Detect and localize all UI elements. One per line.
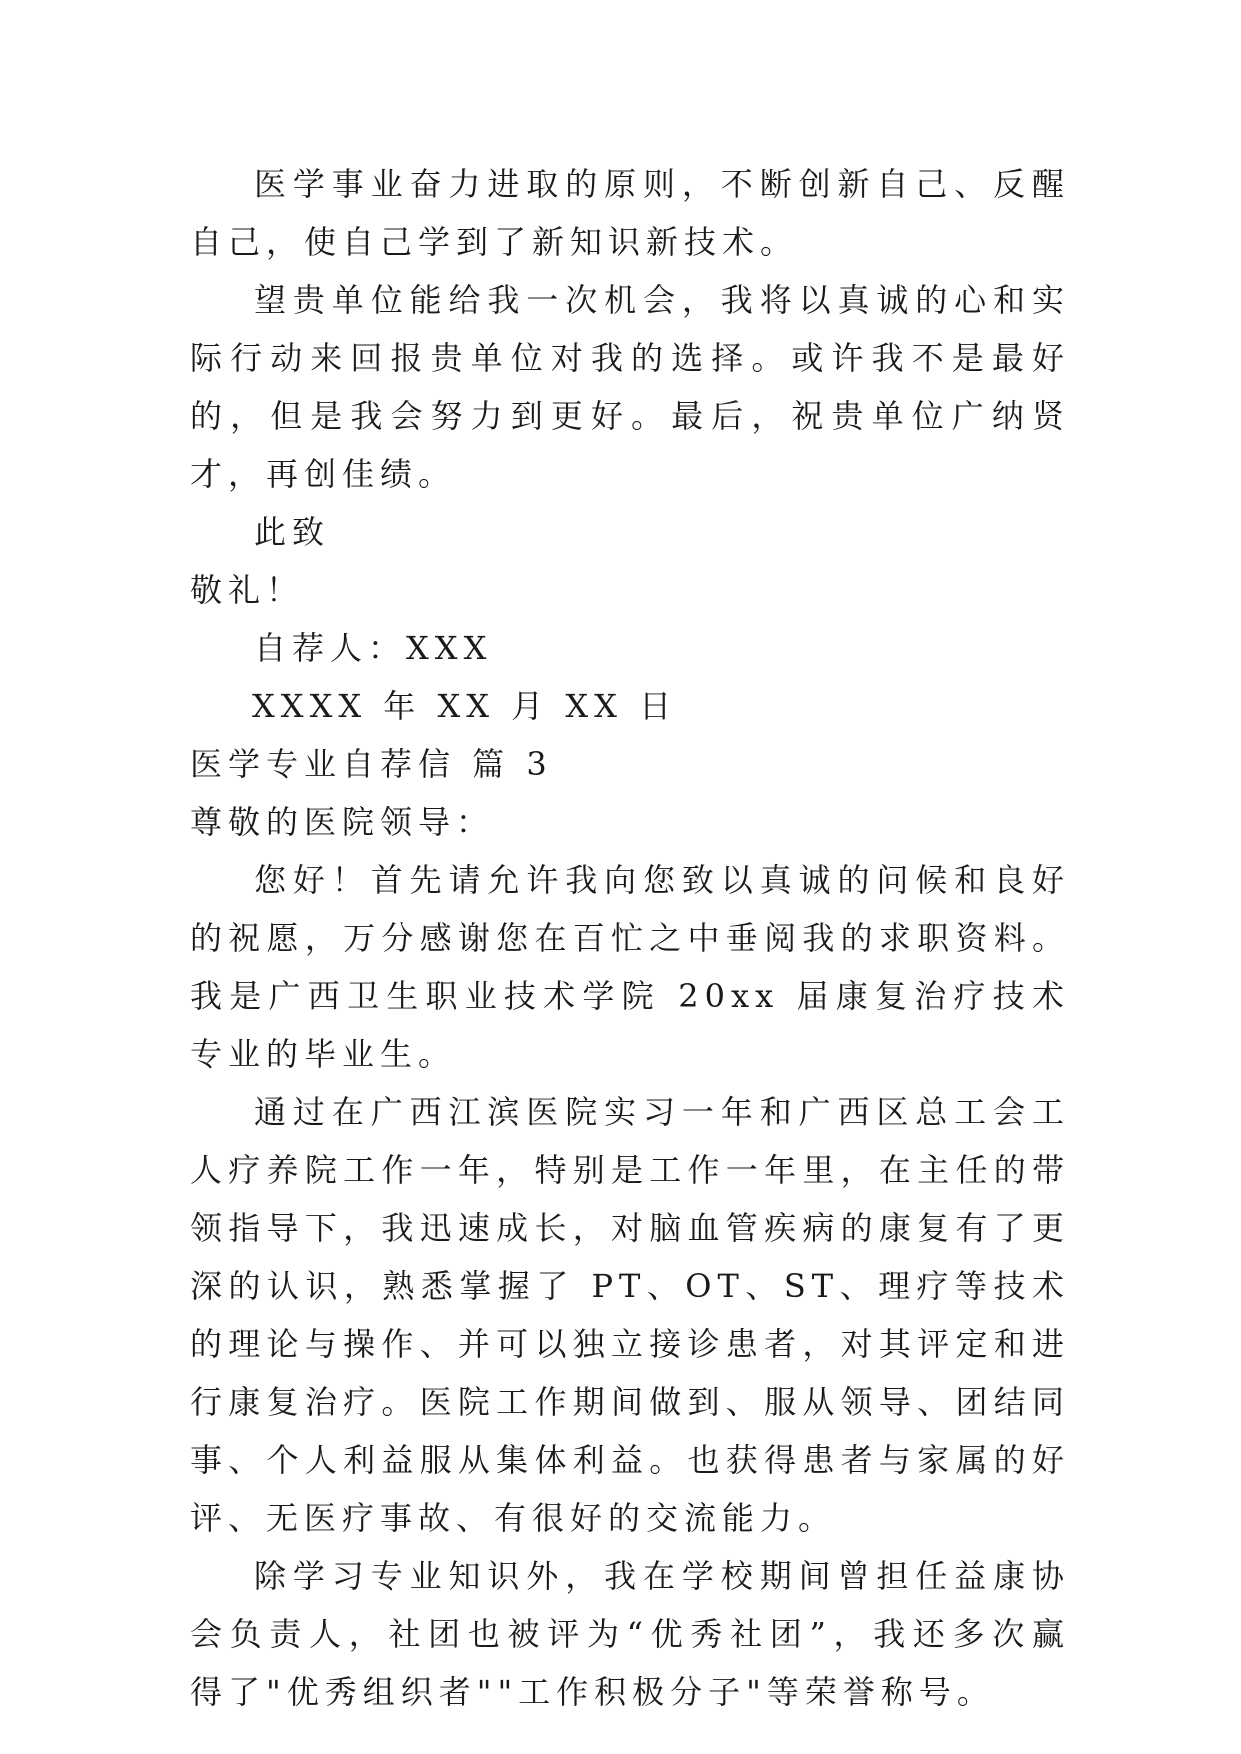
section-title: 医学专业自荐信 篇 3 xyxy=(190,745,553,783)
closing-line-1: 此致 xyxy=(254,513,331,551)
letter-b-paragraph-2: 通过在广西江滨医院实习一年和广西区总工会工人疗养院工作一年，特别是工作一年里，在主任的带领指导下，我迅速成长，对脑血管疾病的康复有了更深的认识，熟悉掌握了 PT、OT、ST、理疗等技术的理论与操作、并可以独立接诊患者，对其评定和进行康复治疗。医院工作期间做到、服从领导、团结同事、个人利益服从集体利益。也获得患者与家属的好评、无医疗事故、有很好的交流能力。 xyxy=(190,1093,1070,1537)
letter-b-paragraph-3: 除学习专业知识外，我在学校期间曾担任益康协会负责人，社团也被评为“优秀社团”，我还多次赢得了"优秀组织者""工作积极分子"等荣誉称号。 xyxy=(190,1557,1070,1711)
salutation: 尊敬的医院领导： xyxy=(190,803,495,841)
letter-a-paragraph-2: 望贵单位能给我一次机会，我将以真诚的心和实际行动来回报贵单位对我的选择。或许我不是最好的，但是我会努力到更好。最后，祝贵单位广纳贤才，再创佳绩。 xyxy=(190,281,1070,493)
signer-line: 自荐人：XXX xyxy=(254,629,493,667)
date-line: XXXX 年 XX 月 XX 日 xyxy=(252,687,678,725)
letter-b-paragraph-1: 您好！首先请允许我向您致以真诚的问候和良好的祝愿，万分感谢您在百忙之中垂阅我的求职资料。我是广西卫生职业技术学院 20xx 届康复治疗技术专业的毕业生。 xyxy=(190,861,1070,1073)
document-body xyxy=(190,155,1070,1721)
closing-line-2: 敬礼！ xyxy=(190,571,305,609)
letter-a-paragraph-1: 医学事业奋力进取的原则，不断创新自己、反醒自己，使自己学到了新知识新技术。 xyxy=(190,165,1070,261)
